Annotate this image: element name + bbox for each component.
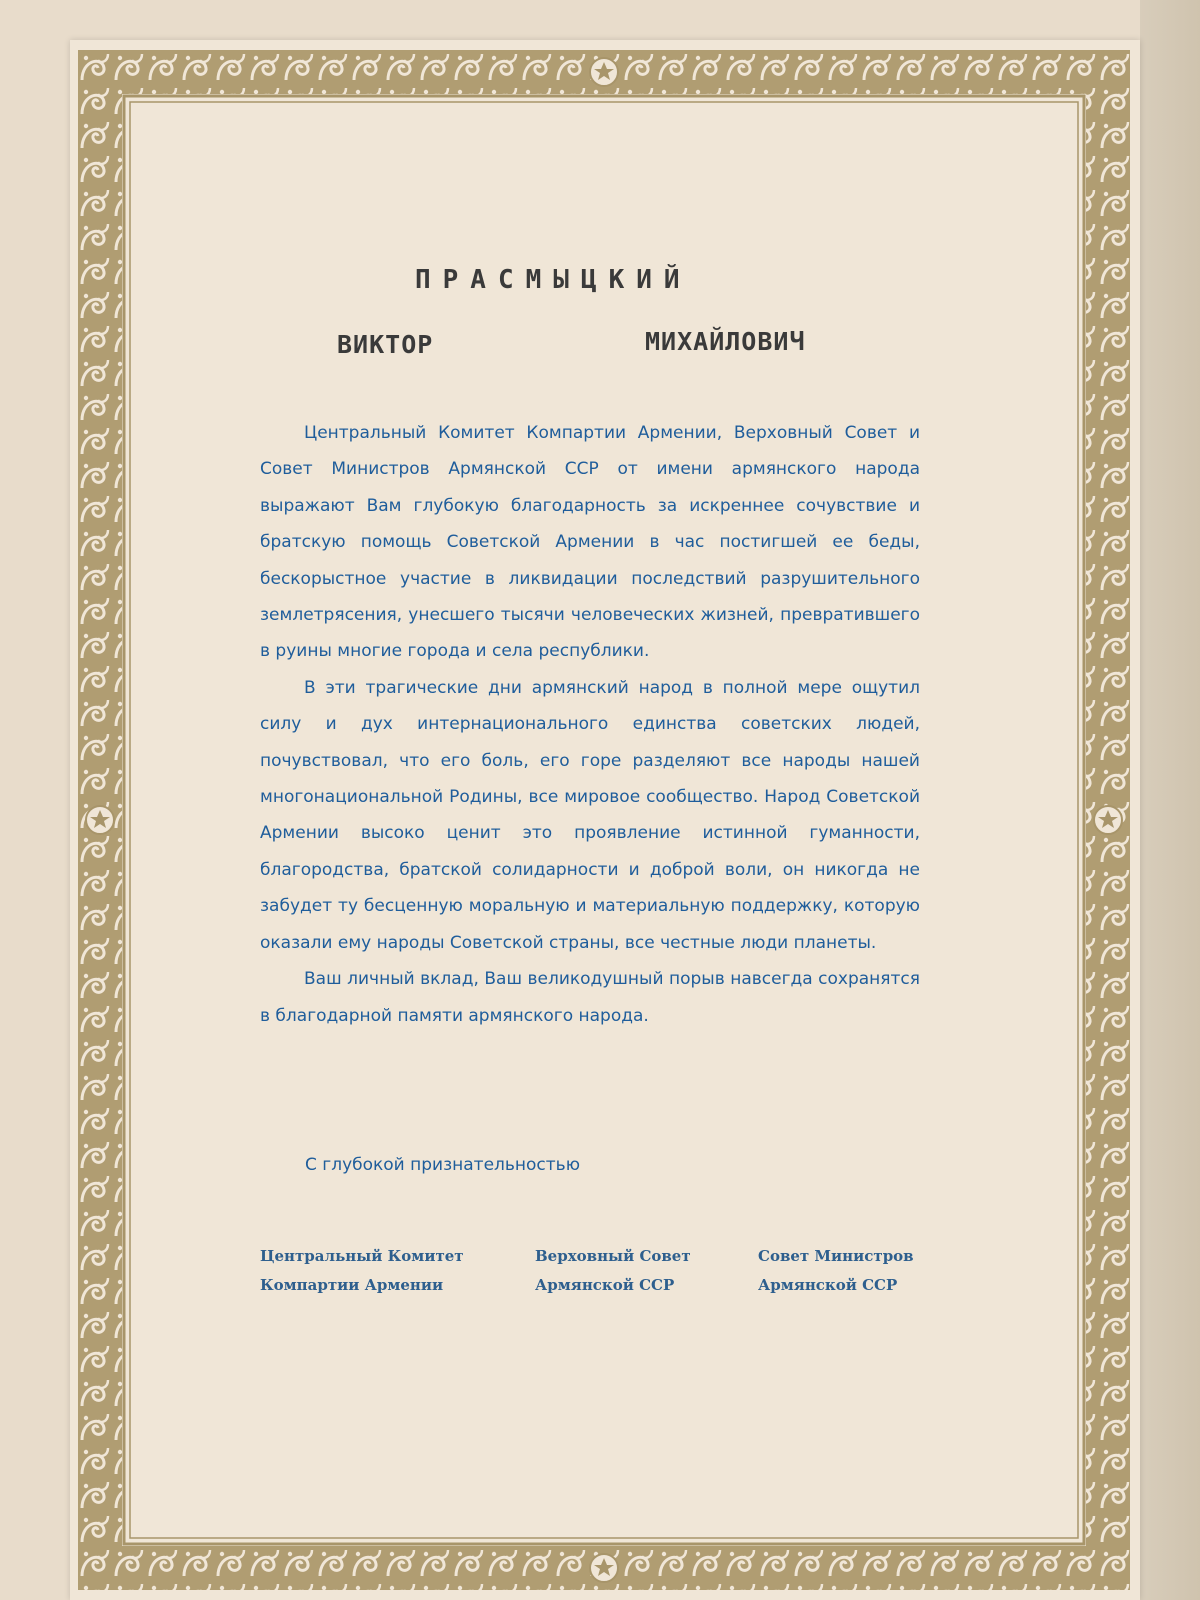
- letter-closing: С глубокой признательностью: [305, 1155, 581, 1175]
- recipient-first-name: ВИКТОР: [337, 330, 434, 359]
- recipient-patronymic: МИХАЙЛОВИЧ: [645, 327, 806, 356]
- recipient-surname: ПРАСМЫЦКИЙ: [415, 265, 692, 295]
- letter-paragraph: Центральный Комитет Компартии Армении, Верховный Совет и Совет Министров Армянской ССР от имени армянского народа выражают Вам глубокую благодарность за искреннее сочувствие и братскую помощь Советской Армении в час постигшей ее беды, бескорыстное участие в ликвидации последствий разрушительного землетрясения, унесшего тысячи человеческих жизней, превратившего в руины многие города и села республики.: [260, 423, 920, 662]
- signature-line: Центральный Комитет: [260, 1247, 464, 1265]
- letter-paragraph: Ваш личный вклад, Ваш великодушный порыв навсегда сохранятся в благодарной памяти армянского народа.: [260, 969, 920, 1026]
- letter-body: [260, 415, 920, 1034]
- page-edge-shadow: [1140, 0, 1200, 1600]
- signature-council-of-ministers: [758, 1242, 914, 1300]
- certificate-content: [125, 90, 1075, 1540]
- signature-line: Совет Министров: [758, 1247, 914, 1265]
- signature-line: Армянской ССР: [758, 1276, 898, 1294]
- signature-supreme-soviet: [535, 1242, 691, 1300]
- letter-paragraph: В эти трагические дни армянский народ в полной мере ощутил силу и дух интернационального единства советских людей, почувствовал, что его боль, его горе разделяют все народы нашей многонациональной Родины, все мировое сообщество. Народ Советской Армении высоко ценит это проявление истинной гуманности, благородства, братской солидарности и доброй воли, он никогда не забудет ту бесценную моральную и материальную поддержку, которую оказали ему народы Советской страны, все честные люди планеты.: [260, 677, 920, 953]
- signature-central-committee: [260, 1242, 464, 1300]
- signature-line: Компартии Армении: [260, 1276, 444, 1294]
- signature-line: Армянской ССР: [535, 1276, 675, 1294]
- signature-line: Верховный Совет: [535, 1247, 691, 1265]
